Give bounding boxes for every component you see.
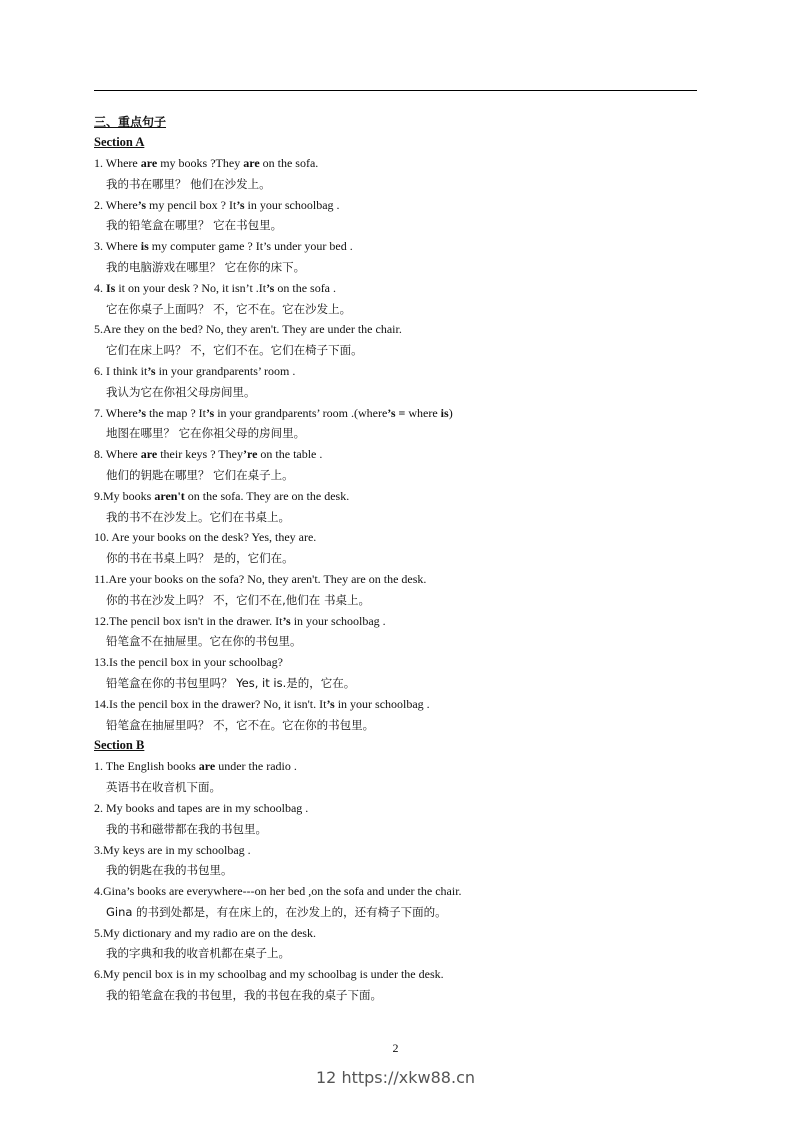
text-segment: in your schoolbag .: [290, 613, 386, 628]
text-segment: on the sofa .: [274, 280, 337, 295]
bold-segment: ’s: [137, 197, 146, 212]
bold-segment: Is: [106, 280, 116, 295]
bold-segment: ’s: [282, 613, 291, 628]
text-segment: 2. My books and tapes are in my schoolbag .: [94, 800, 309, 815]
bold-segment: ’s =: [387, 405, 409, 420]
text-segment: my pencil box ? It: [146, 197, 237, 212]
sentence-english: [94, 527, 714, 548]
sentence-english: [94, 486, 714, 507]
text-segment: 14.Is the pencil box in the drawer? No, it isn't. It: [94, 696, 327, 711]
text-segment: 5.Are they on the bed? No, they aren't. They are under the chair.: [94, 322, 402, 337]
text-segment: in your schoolbag .: [244, 197, 340, 212]
sentence-chinese: 我认为它在你祖父母房间里。: [106, 384, 256, 399]
sentence-chinese: 你的书在书桌上吗？ 是的，它们在。: [106, 551, 294, 566]
sections-container: [94, 132, 714, 1006]
sentence-chinese: 它在你桌子上面吗？ 不，它不在。它在沙发上。: [106, 301, 352, 316]
bold-segment: aren't: [154, 488, 185, 503]
sentence-english: [94, 153, 714, 174]
sentence-chinese: 英语书在收音机下面。: [106, 780, 221, 795]
bold-segment: is: [140, 239, 149, 254]
document-body: [94, 112, 714, 1006]
sentence-chinese: 我的铅笔盒在我的书包里，我的书包在我的桌子下面。: [106, 988, 382, 1003]
sentence-chinese: 它们在床上吗？ 不，它们不在。它们在椅子下面。: [106, 343, 363, 358]
text-segment: 11.Are your books on the sofa? No, they aren't. They are on the desk.: [94, 571, 427, 586]
bold-segment: ’s: [205, 405, 215, 420]
watermark-url: 12 https://xkw88.cn: [316, 1068, 475, 1087]
text-segment: 8. Where: [94, 447, 141, 462]
sentence-english: [94, 964, 714, 985]
sentence-english: [94, 756, 714, 777]
document-heading: 三、重点句子: [94, 115, 167, 129]
page-number: 2: [392, 1041, 399, 1055]
text-segment: 13.Is the pencil box in your schoolbag?: [94, 655, 283, 670]
sentence-chinese: 他们的钥匙在哪里？ 它们在桌子上。: [106, 467, 294, 482]
bold-segment: ’s: [147, 363, 156, 378]
sentence-chinese: 地图在哪里？ 它在你祖父母的房间里。: [106, 426, 306, 441]
text-segment: 6.My pencil box is in my schoolbag and my schoolbag is under the desk.: [94, 967, 444, 982]
text-segment: ): [448, 405, 453, 420]
bold-segment: are: [140, 156, 158, 170]
text-segment: 3. Where: [94, 239, 141, 254]
header-rule: [94, 90, 697, 91]
sentence-chinese: 我的铅笔盒在哪里？ 它在书包里。: [106, 218, 283, 233]
bold-segment: is: [440, 405, 449, 420]
sentence-chinese: Gina 的书到处都是，有在床上的，在沙发上的，还有椅子下面的。: [106, 904, 447, 919]
bold-segment: are: [198, 759, 216, 774]
sentence-english: [94, 361, 714, 382]
sentence-english: [94, 569, 714, 590]
text-segment: my computer game ? It’s under your bed .: [148, 239, 353, 254]
text-segment: 6. I think it: [94, 363, 148, 378]
sentence-chinese: 我的书和磁带都在我的书包里。: [106, 821, 267, 836]
section-title: Section A: [94, 135, 145, 149]
bold-segment: ’s: [326, 696, 335, 711]
text-segment: 3.My keys are in my schoolbag .: [94, 842, 251, 857]
sentence-chinese: 我的钥匙在我的书包里。: [106, 863, 233, 878]
sentence-english: [94, 652, 714, 673]
bold-segment: are: [140, 447, 158, 462]
text-segment: on the sofa.: [259, 156, 319, 170]
text-segment: in your schoolbag .: [334, 696, 430, 711]
sentence-english: [94, 236, 714, 257]
sentence-chinese: 我的书在哪里？ 他们在沙发上。: [106, 176, 271, 191]
text-segment: 4.: [94, 280, 106, 295]
text-segment: where: [408, 405, 441, 420]
text-segment: it on your desk ? No, it isn’t .It: [115, 280, 267, 295]
bold-segment: ’s: [266, 280, 275, 295]
text-segment: 12.The pencil box isn't in the drawer. It: [94, 613, 283, 628]
text-segment: their keys ? They: [157, 447, 243, 462]
text-segment: on the table .: [257, 447, 323, 462]
sentence-chinese: 铅笔盒在你的书包里吗？ Yes, it is.是的，它在。: [106, 675, 356, 690]
text-segment: 1. The English books: [94, 759, 199, 774]
sentence-chinese: 我的字典和我的收音机都在桌子上。: [106, 946, 290, 961]
bold-segment: ’s: [236, 197, 245, 212]
text-segment: in your grandparents’ room .(where: [214, 405, 388, 420]
sentence-english: [94, 840, 714, 861]
text-segment: 10. Are your books on the desk? Yes, they are.: [94, 530, 317, 545]
bold-segment: are: [243, 156, 260, 170]
text-segment: the map ? It: [146, 405, 206, 420]
sentence-english: [94, 278, 714, 299]
sentence-english: [94, 798, 714, 819]
sentence-chinese: 我的书不在沙发上。它们在书桌上。: [106, 509, 290, 524]
section-title: Section B: [94, 738, 145, 753]
sentence-english: [94, 694, 714, 715]
sentence-english: [94, 611, 714, 632]
text-segment: in your grandparents’ room .: [155, 363, 296, 378]
text-segment: under the radio .: [215, 759, 297, 774]
sentence-chinese: 铅笔盒不在抽屉里。它在你的书包里。: [106, 634, 302, 649]
text-segment: 5.My dictionary and my radio are on the desk.: [94, 925, 316, 940]
bold-segment: ’re: [242, 447, 258, 462]
text-segment: 9.My books: [94, 488, 155, 503]
sentence-english: [94, 195, 714, 216]
sentence-english: [94, 881, 714, 902]
sentence-english: [94, 923, 714, 944]
sentence-english: [94, 403, 714, 424]
bold-segment: ’s: [137, 405, 146, 420]
sentence-chinese: 你的书在沙发上吗？ 不，它们不在,他们在 书桌上。: [106, 592, 370, 607]
text-segment: 1. Where: [94, 156, 141, 170]
sentence-english: [94, 319, 714, 340]
sentence-english: [94, 444, 714, 465]
sentence-chinese: 我的电脑游戏在哪里？ 它在你的床下。: [106, 259, 306, 274]
text-segment: 4.Gina’s books are everywhere---on her bed ,on the sofa and under the chair.: [94, 884, 462, 899]
text-segment: on the sofa. They are on the desk.: [184, 488, 350, 503]
text-segment: 7. Where: [94, 405, 138, 420]
text-segment: my books ?They: [157, 156, 244, 170]
text-segment: 2. Where: [94, 197, 138, 212]
sentence-chinese: 铅笔盒在抽屉里吗？ 不，它不在。它在你的书包里。: [106, 717, 375, 732]
